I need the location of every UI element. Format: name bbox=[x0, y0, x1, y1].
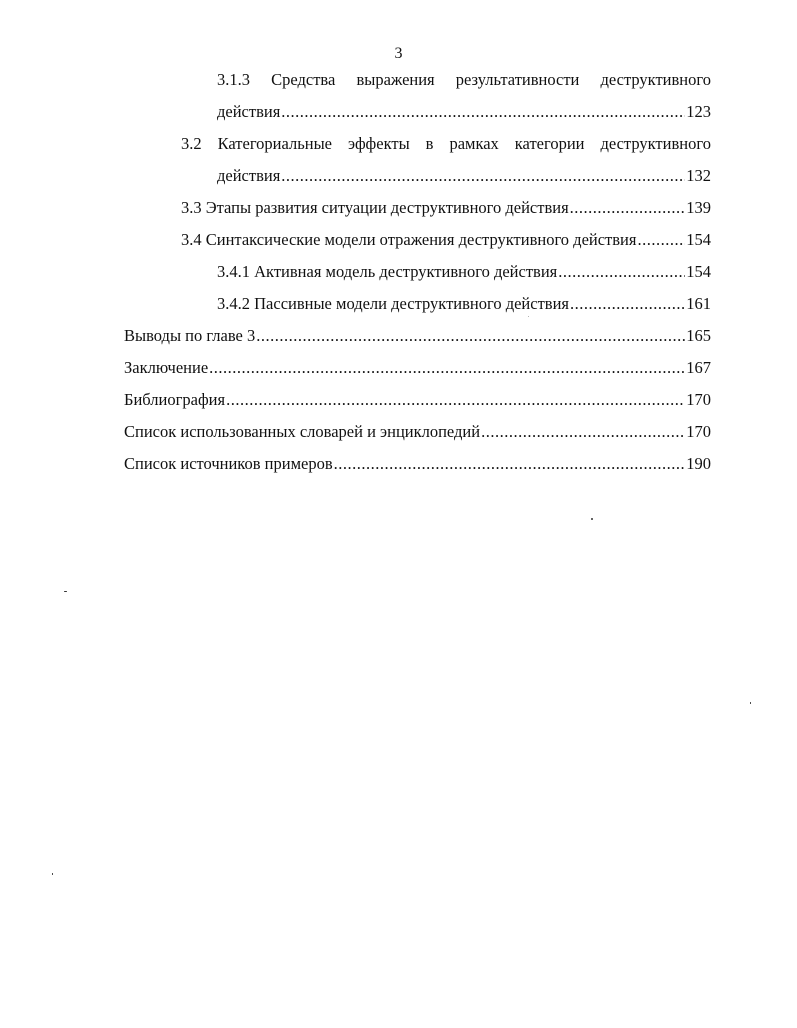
toc-entry-3-4-1 bbox=[217, 261, 711, 283]
toc-dot-leader bbox=[281, 101, 685, 123]
scan-speck bbox=[52, 873, 53, 875]
toc-entry-3-1-3-line1 bbox=[217, 69, 711, 91]
toc-entry-title: 3.4.2 Пассивные модели деструктивного действия bbox=[217, 294, 570, 313]
toc-page-ref: 165 bbox=[686, 326, 711, 345]
toc-entry-title: 3.4.1 Активная модель деструктивного действия bbox=[217, 262, 558, 281]
toc-entry-word: Категориальные bbox=[217, 134, 332, 153]
toc-entry-3-2-line2 bbox=[217, 165, 711, 187]
toc-dot-leader bbox=[334, 453, 686, 475]
scan-speck bbox=[591, 518, 593, 520]
toc-dot-leader bbox=[558, 261, 685, 283]
toc-entry-3-4-2 bbox=[217, 293, 711, 315]
toc-entry-continuation: действия bbox=[217, 102, 281, 121]
toc-entry-3-4 bbox=[181, 229, 711, 251]
toc-entry-conclusions-ch3 bbox=[124, 325, 711, 347]
page-number: 3 bbox=[394, 45, 403, 62]
toc-entry-word: выражения bbox=[356, 70, 435, 89]
toc-entry-continuation: действия bbox=[217, 166, 281, 185]
toc-entry-number: 3.2 bbox=[181, 134, 202, 153]
toc-entry-title: Список источников примеров bbox=[124, 454, 333, 473]
toc-page-ref: 170 bbox=[686, 422, 711, 441]
toc-page-ref: 139 bbox=[686, 198, 711, 217]
toc-entry-title: Библиография bbox=[124, 390, 226, 409]
toc-dot-leader bbox=[570, 293, 685, 315]
toc-entry-dictionaries bbox=[124, 421, 711, 443]
toc-dot-leader bbox=[637, 229, 685, 251]
toc-entry-bibliography bbox=[124, 389, 711, 411]
toc-entry-word: результативности bbox=[455, 70, 580, 89]
toc-entry-title: Список использованных словарей и энциклопедий bbox=[124, 422, 481, 441]
toc-page-ref: 154 bbox=[686, 230, 711, 249]
toc-entry-number: 3.1.3 bbox=[217, 70, 250, 89]
toc-entry-3-2-line1 bbox=[181, 133, 711, 155]
toc-page-ref: 190 bbox=[686, 454, 711, 473]
scan-speck bbox=[64, 591, 67, 592]
toc-dot-leader bbox=[570, 197, 686, 219]
toc-entry-word: деструктивного bbox=[600, 70, 711, 89]
toc-entry-3-3 bbox=[181, 197, 711, 219]
toc-dot-leader bbox=[281, 165, 685, 187]
toc-entry-3-1-3-line2 bbox=[217, 101, 711, 123]
toc-entry-title: 3.3 Этапы развития ситуации деструктивного действия bbox=[181, 198, 569, 217]
scan-speck bbox=[750, 702, 751, 704]
scan-speck bbox=[528, 316, 529, 317]
toc-page-ref: 123 bbox=[686, 102, 711, 121]
toc-dot-leader bbox=[256, 325, 685, 347]
toc-entry-word: в bbox=[425, 134, 434, 153]
toc-page-ref: 132 bbox=[686, 166, 711, 185]
toc-page-ref: 154 bbox=[686, 262, 711, 281]
toc-dot-leader bbox=[226, 389, 685, 411]
toc-page-ref: 170 bbox=[686, 390, 711, 409]
toc-entry-word: деструктивного bbox=[600, 134, 711, 153]
toc-page-ref: 161 bbox=[686, 294, 711, 313]
toc-entry-word: Средства bbox=[271, 70, 336, 89]
toc-entry-conclusion bbox=[124, 357, 711, 379]
toc-entry-title: Заключение bbox=[124, 358, 209, 377]
toc-entry-title: 3.4 Синтаксические модели отражения деструктивного действия bbox=[181, 230, 637, 249]
toc-page-ref: 167 bbox=[686, 358, 711, 377]
toc-entry-word: рамках bbox=[449, 134, 499, 153]
toc-entry-word: категории bbox=[514, 134, 585, 153]
toc-entry-example-sources bbox=[124, 453, 711, 475]
toc-dot-leader bbox=[209, 357, 685, 379]
toc-dot-leader bbox=[481, 421, 685, 443]
toc-entry-word: эффекты bbox=[347, 134, 410, 153]
toc-entry-title: Выводы по главе 3 bbox=[124, 326, 256, 345]
